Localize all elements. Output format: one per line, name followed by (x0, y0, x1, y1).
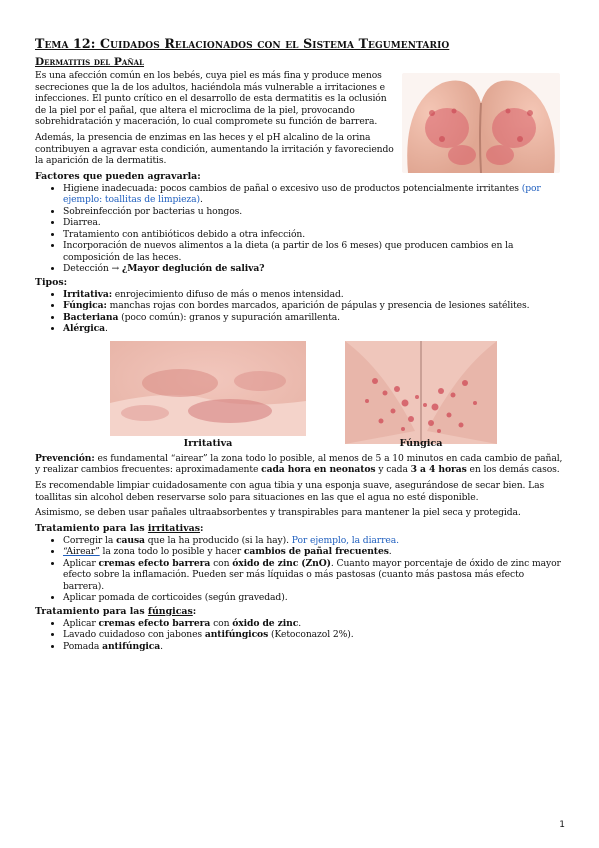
list-item: • Alérgica. (63, 323, 565, 335)
list-item: • Higiene inadecuada: pocos cambios de pañal o excesivo uso de productos potencialmente irritantes (por ejemplo: toallitas de limpieza). (63, 183, 565, 206)
irritative-treatment-list (35, 535, 565, 604)
fungal-treatment-list (35, 618, 565, 653)
intro-paragraph-1: Es una afección común en los bebés, cuya piel es más fina y produce menos secreciones que la de los adultos, haciéndola más vulnerable a irritaciones e infecciones. El punto crítico en el desarrollo de esta dermatitis es la oclusión de la piel por el pañal, que altera el microclima de la piel, provocando sobrehidratación y maceración, lo cual compromete su función de barrera. (35, 70, 387, 128)
fungal-treatment-heading: Tratamiento para las fúngicas: (35, 605, 197, 617)
types-heading: Tipos: (35, 276, 68, 288)
irritative-treatment-heading: Tratamiento para las irritativas: (35, 522, 204, 534)
document-title: Tema 12: Cuidados Relacionados con el Sistema Tegumentario (35, 36, 450, 51)
caption-irritative: Irritativa (183, 437, 233, 449)
intro-paragraph-2: Además, la presencia de enzimas en las heces y el pH alcalino de la orina contribuyen a agravar esta condición, aumentando la irritación y favoreciendo la aparición de la dermatitis. (35, 131, 394, 167)
list-item: • Sobreinfección por bacterias u hongos. (63, 206, 565, 218)
caption-fungal: Fúngica (399, 437, 443, 449)
cleaning-paragraph: Es recomendable limpiar cuidadosamente con agua tibia y una esponja suave, asegurándose de secar bien. Las toallitas sin alcohol deben reservarse solo para situaciones en las que el agua no esté disponible. (35, 479, 545, 503)
types-list (35, 289, 565, 335)
prevention-paragraph: Prevención: es fundamental “airear” la zona todo lo posible, al menos de 5 a 10 minutos en cada cambio de pañal, y realizar cambios frecuentes: aproximadamente cada hora en neonatos y cada 3 a 4 horas en los demás casos. (35, 452, 563, 476)
irritative-rash-photo (110, 341, 306, 436)
page-number: 1 (559, 820, 565, 830)
fungal-rash-photo (345, 341, 497, 444)
list-item: • Aplicar cremas efecto barrera con óxido de zinc (ZnO). Cuanto mayor porcentaje de óxido de zinc mayor efecto sobre la inflamación. Pueden ser más líquidas o más pastosas (cuanto más pastosa más efecto barrera). (63, 558, 565, 593)
list-item: • Fúngica: manchas rojas con bordes marcados, aparición de pápulas y presencia de lesiones satélites. (63, 300, 565, 312)
diapers-paragraph: Asimismo, se deben usar pañales ultraabsorbentes y transpirables para mantener la piel seca y protegida. (35, 507, 521, 519)
list-item: • Diarrea. (63, 217, 565, 229)
list-item: • Bacteriana (poco común): granos y supuración amarillenta. (63, 312, 565, 324)
list-item: • Pomada antifúngica. (63, 641, 565, 653)
list-item: • “Airear” la zona todo lo posible y hacer cambios de pañal frecuentes. (63, 546, 565, 558)
list-item: • Detección → ¿Mayor deglución de saliva? (63, 263, 565, 275)
section-title: Dermatitis del Pañal (35, 56, 145, 68)
list-item: • Aplicar cremas efecto barrera con óxido de zinc. (63, 618, 565, 630)
list-item: • Corregir la causa que la ha producido (si la hay). Por ejemplo, la diarrea. (63, 535, 565, 547)
list-item: • Lavado cuidadoso con jabones antifúngicos (Ketoconazol 2%). (63, 629, 565, 641)
list-item: • Tratamiento con antibióticos debido a otra infección. (63, 229, 565, 241)
factors-heading: Factores que pueden agravarla: (35, 170, 201, 182)
list-item: • Incorporación de nuevos alimentos a la dieta (a partir de los 6 meses) que producen cambios en la composición de las heces. (63, 240, 565, 263)
list-item: • Aplicar pomada de corticoides (según gravedad). (63, 592, 565, 604)
figures-row (35, 341, 565, 471)
factors-list (35, 183, 565, 275)
diaper-rash-photo (402, 73, 560, 173)
list-item: • Irritativa: enrojecimiento difuso de más o menos intensidad. (63, 289, 565, 301)
